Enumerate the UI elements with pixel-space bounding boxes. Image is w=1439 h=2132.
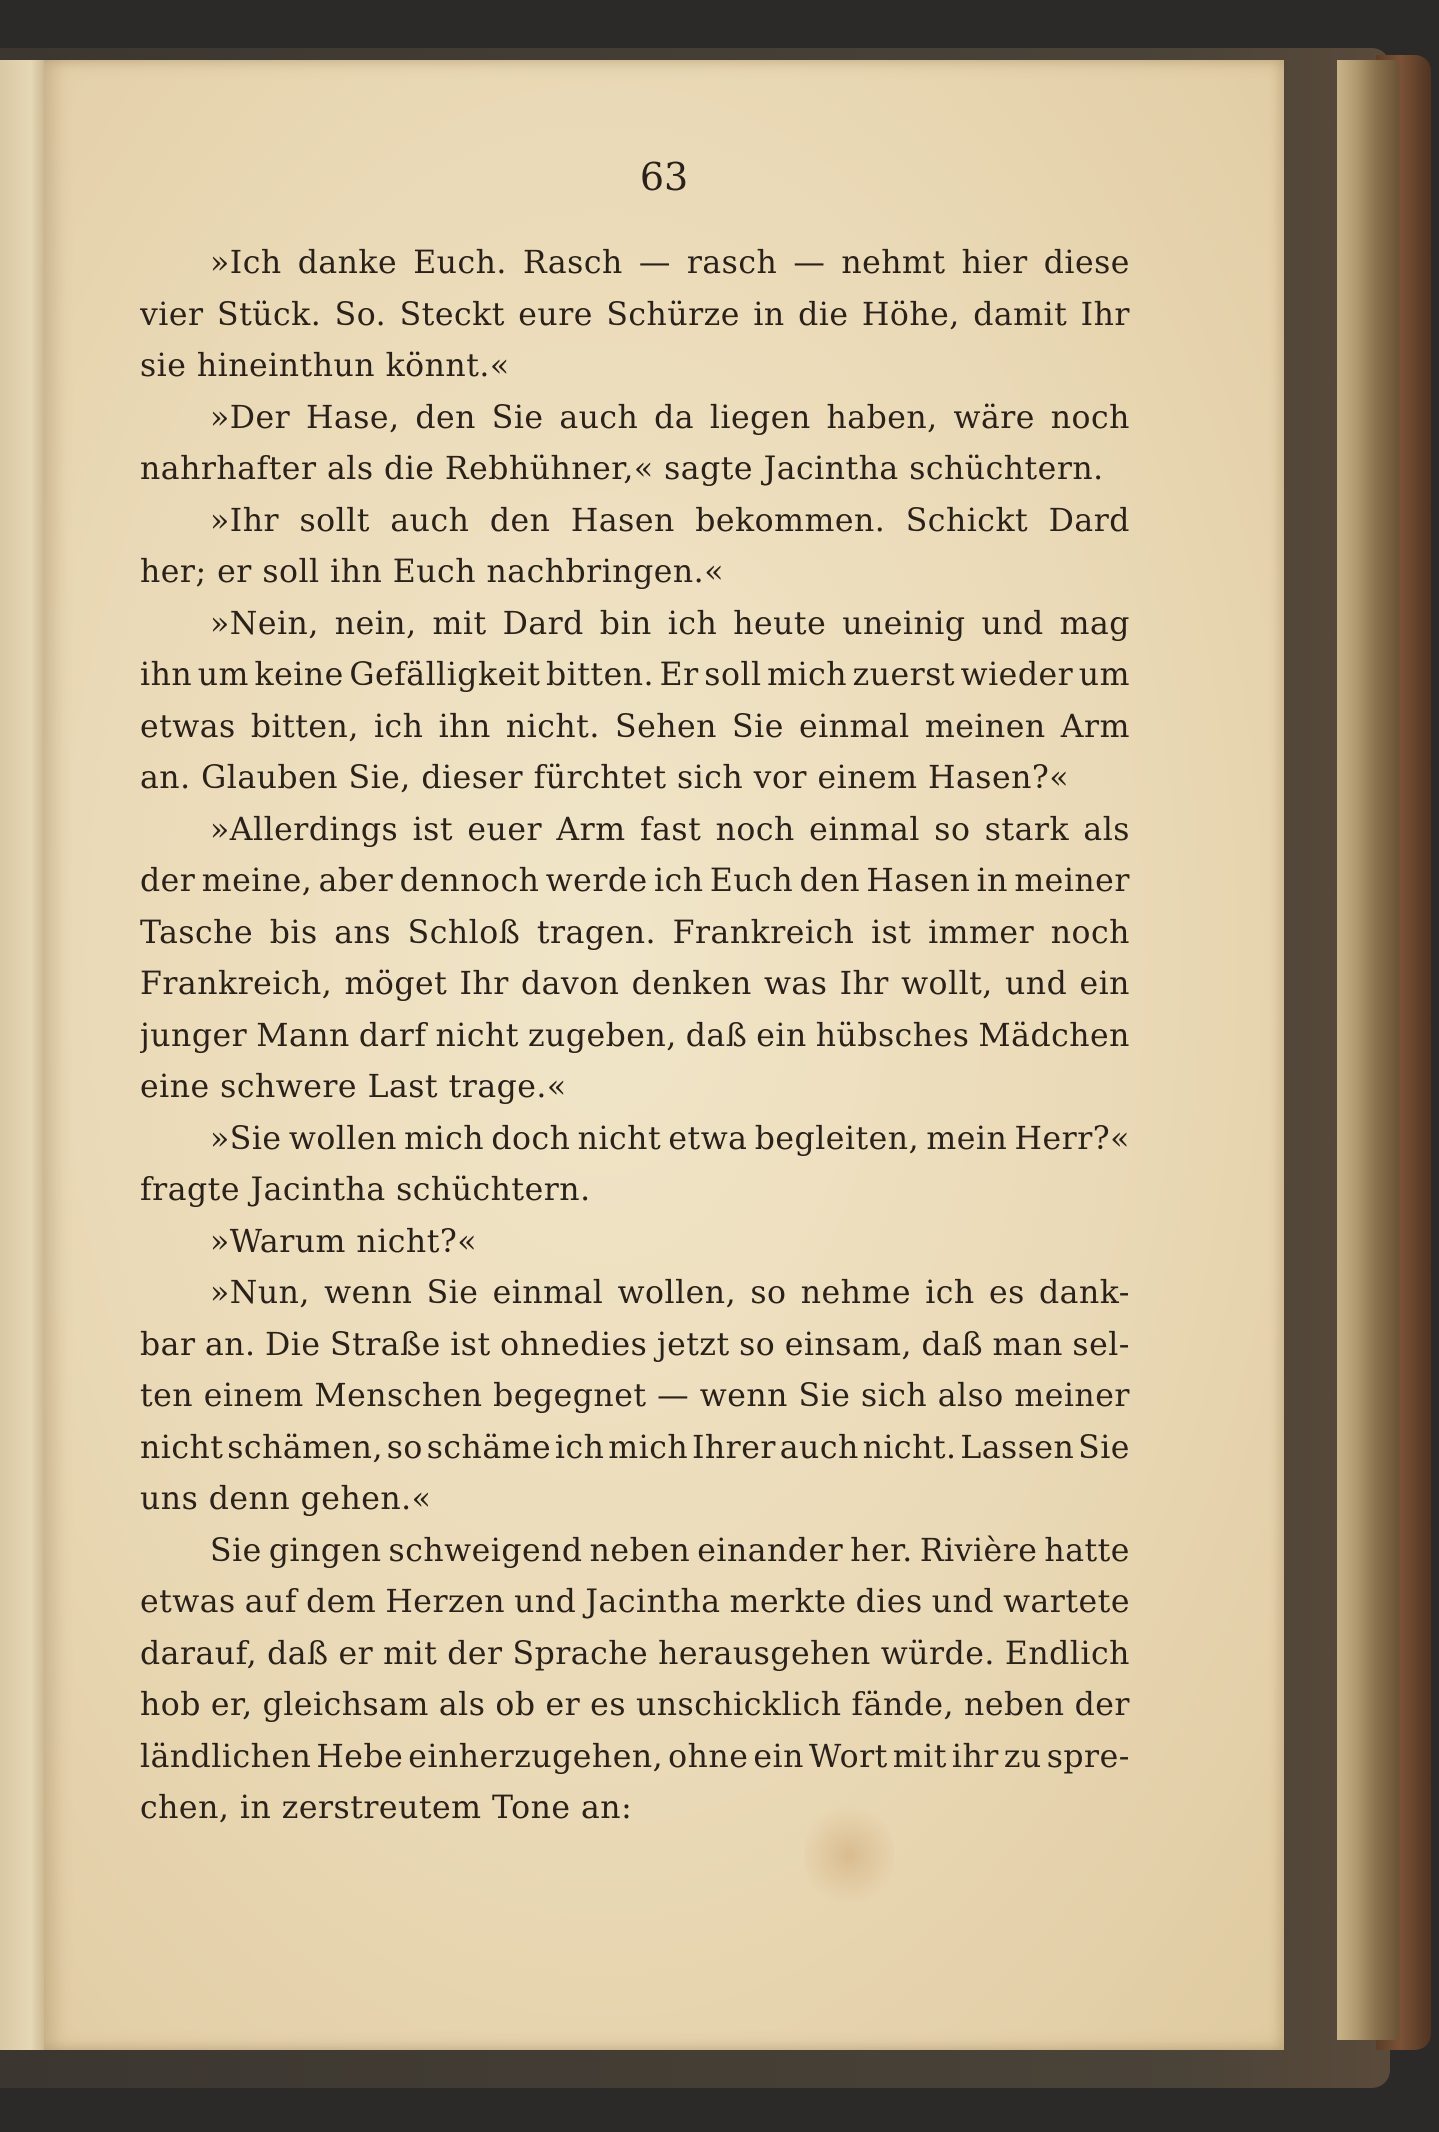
text-line: ten einem Menschen begegnet — wenn Sie sich also meiner [140, 1378, 1130, 1414]
text-line: etwas bitten, ich ihn nicht. Sehen Sie einmal meinen Arm [140, 708, 1130, 745]
text-line: »Ihr sollt auch den Hasen bekommen. Schickt Dard [210, 502, 1130, 539]
text-line: Sie gingen schweigend neben einander her. Rivière hatte [210, 1532, 1130, 1569]
text-line: »Warum nicht?« [210, 1223, 478, 1260]
text-line: darauf, daß er mit der Sprache herausgehen würde. Endlich [140, 1635, 1130, 1672]
text-line: »Nun, wenn Sie einmal wollen, so nehme ich es dank- [210, 1275, 1130, 1311]
text-line: »Nein, nein, mit Dard bin ich heute uneinig und mag [210, 605, 1130, 642]
text-line: vier Stück. So. Steckt eure Schürze in die Höhe, damit Ihr [140, 296, 1130, 333]
text-line: uns denn gehen.« [140, 1481, 432, 1517]
text-line: Frankreich, möget Ihr davon denken was Ihr wollt, und ein [140, 966, 1130, 1002]
text-line: »Allerdings ist euer Arm fast noch einmal so stark als [210, 811, 1130, 848]
text-line: junger Mann darf nicht zugeben, daß ein hübsches Mädchen [140, 1017, 1130, 1054]
text-line: hob er, gleichsam als ob er es unschicklich fände, neben der [140, 1687, 1130, 1723]
facing-page-edge [0, 60, 44, 2050]
text-line: etwas auf dem Herzen und Jacintha merkte dies und wartete [140, 1584, 1130, 1620]
text-line: fragte Jacintha schüchtern. [140, 1172, 591, 1208]
book-page [44, 60, 1284, 2050]
text-line: an. Glauben Sie, dieser fürchtet sich vor einem Hasen?« [140, 760, 1070, 796]
text-line: her; er soll ihn Euch nachbringen.« [140, 554, 724, 590]
page-number: 63 [639, 155, 689, 199]
text-line: der meine, aber dennoch werde ich Euch den Hasen in meiner [140, 863, 1130, 899]
text-line: eine schwere Last trage.« [140, 1069, 567, 1105]
text-line: ländlichen Hebe einherzugehen, ohne ein Wort mit ihr zu spre- [140, 1738, 1130, 1775]
text-line: bar an. Die Straße ist ohnedies jetzt so einsam, daß man sel- [140, 1326, 1130, 1363]
text-line: sie hineinthun könnt.« [140, 348, 510, 384]
text-line: chen, in zerstreutem Tone an: [140, 1790, 633, 1826]
text-line: nicht schämen, so schäme ich mich Ihrer auch nicht. Lassen Sie [140, 1429, 1130, 1466]
text-line: »Der Hase, den Sie auch da liegen haben, wäre noch [210, 399, 1130, 436]
page-edges [1337, 60, 1399, 2040]
text-line: »Sie wollen mich doch nicht etwa begleiten, mein Herr?« [210, 1120, 1130, 1157]
text-line: »Ich danke Euch. Rasch — rasch — nehmt hier diese [210, 245, 1130, 281]
text-line: ihn um keine Gefälligkeit bitten. Er soll mich zuerst wieder um [140, 657, 1130, 693]
page-text [140, 238, 1130, 1835]
text-line: nahrhafter als die Rebhühner,« sagte Jacintha schüchtern. [140, 451, 1104, 487]
text-line: Tasche bis ans Schloß tragen. Frankreich ist immer noch [140, 914, 1130, 951]
